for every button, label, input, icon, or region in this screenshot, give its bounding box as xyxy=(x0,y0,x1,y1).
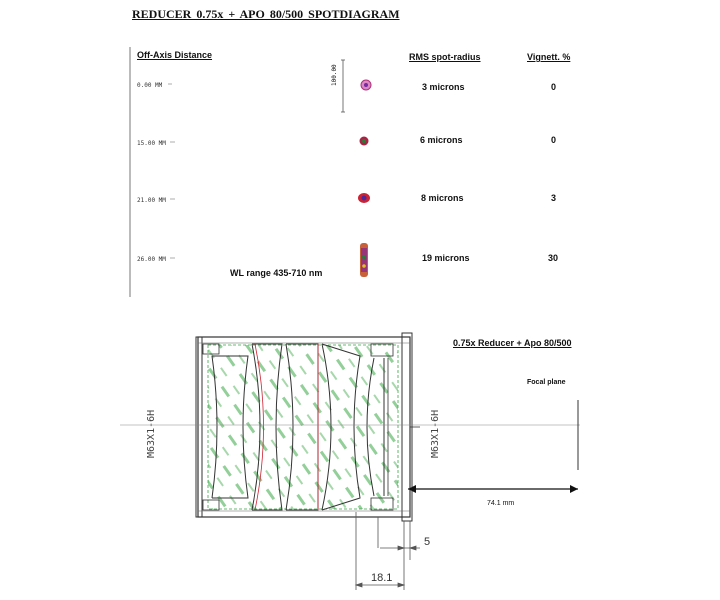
row-rms-3: 19 microns xyxy=(422,253,470,263)
spot-diagram-0 xyxy=(361,80,371,90)
dimension-lines xyxy=(356,512,420,590)
dimension-18-1: 18.1 xyxy=(371,572,393,584)
row-rms-1: 6 microns xyxy=(420,135,463,145)
lens-assembly xyxy=(196,333,412,521)
spot-table-frame xyxy=(130,47,345,297)
row-vignetting-0: 0 xyxy=(551,82,557,92)
row-distance-0: 0.00 MM xyxy=(137,82,163,89)
spot-diagram-2 xyxy=(358,193,370,203)
row-vignetting-2: 3 xyxy=(551,193,557,203)
wavelength-range: WL range 435-710 nm xyxy=(230,268,323,278)
row-vignetting-3: 30 xyxy=(548,253,559,263)
header-off-axis-distance: Off-Axis Distance xyxy=(137,50,213,60)
row-distance-1: 15.00 MM xyxy=(137,140,166,147)
row-rms-0: 3 microns xyxy=(422,82,465,92)
row-rms-2: 8 microns xyxy=(421,193,464,203)
diagram-title: REDUCER 0.75x + APO 80/500 SPOTDIAGRAM xyxy=(132,7,400,21)
row-vignetting-1: 0 xyxy=(551,135,557,145)
spot-diagram-1 xyxy=(360,137,369,146)
focal-plane-label: Focal plane xyxy=(527,379,566,386)
back-focus-label: 74.1 mm xyxy=(487,500,515,507)
row-distance-2: 21.00 MM xyxy=(137,197,166,204)
thread-label-right: M63X1-6H xyxy=(430,409,441,458)
spot-diagram-3 xyxy=(360,243,368,277)
back-focus-arrow xyxy=(408,485,578,493)
header-vignetting: Vignett. % xyxy=(527,52,571,62)
header-rms-spot-radius: RMS spot-radius xyxy=(409,52,481,62)
dimension-5: 5 xyxy=(424,536,431,548)
row-distance-3: 26.00 MM xyxy=(137,256,166,263)
spot-scale-label: 100.00 xyxy=(331,64,338,86)
thread-label-left: M63X1-6H xyxy=(146,409,157,458)
lens-diagram-title: 0.75x Reducer + Apo 80/500 xyxy=(453,338,572,348)
